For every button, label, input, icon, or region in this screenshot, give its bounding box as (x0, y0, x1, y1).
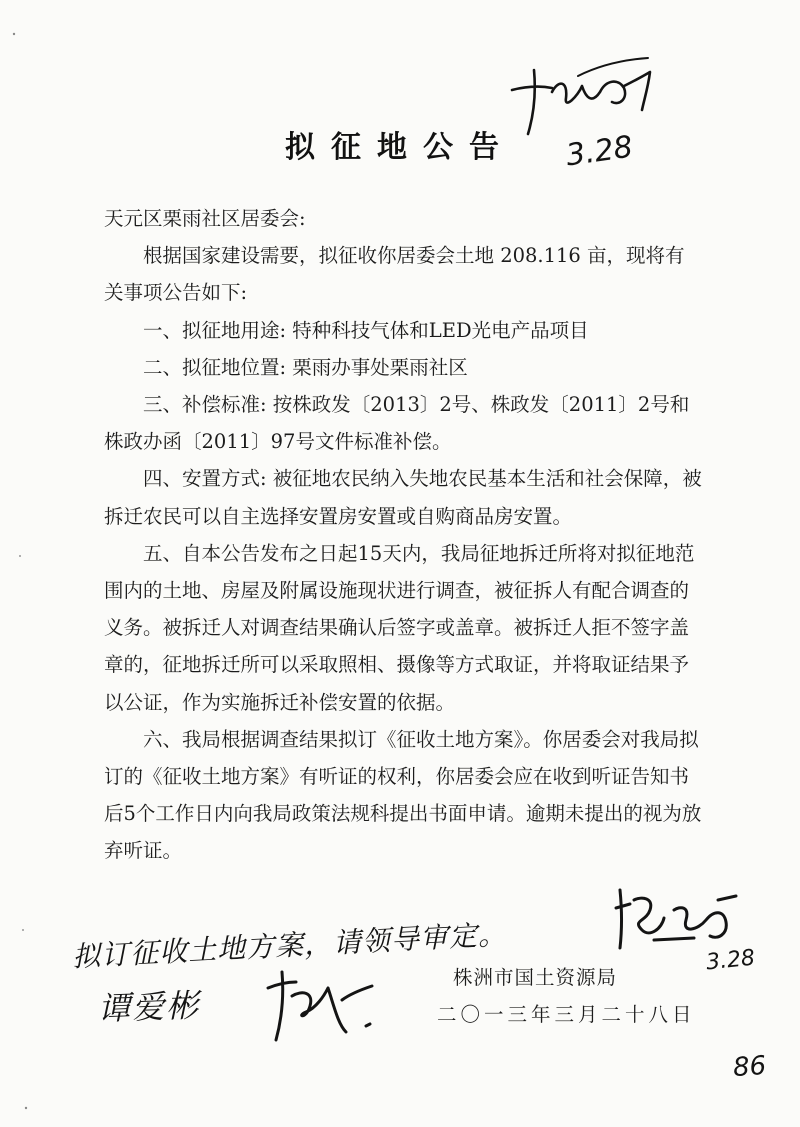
scan-speck (19, 555, 21, 557)
scan-speck (22, 929, 24, 931)
issue-date: 二〇一三年三月二十八日 (437, 1003, 696, 1026)
addressee: 天元区栗雨社区居委会: (104, 207, 306, 230)
scan-speck (13, 33, 15, 35)
paragraph-intro: 根据国家建设需要，拟征收你居委会土地 208.116 亩，现将有关事项公告如下: (104, 244, 685, 305)
document-title: 拟征地公告 (285, 130, 515, 165)
paragraph-hearing: 六、我局根据调查结果拟订《征收土地方案》。你居委会对我局拟订的《征收土地方案》有听证的权利，你居委会应在收到听证告知书后5个工作日内向我局政策法规科提出书面申请。逾期未提出的视为放弃听证。 (104, 727, 702, 863)
handwritten-page-number: 86 (731, 1050, 768, 1084)
issuer-name: 株洲市国土资源局 (453, 966, 618, 989)
paragraph-compensation: 三、补偿标准: 按株政发〔2013〕2号、株政发〔2011〕2号和株政办函〔2011〕97号文件标准补偿。 (104, 393, 690, 454)
paragraph-resettlement: 四、安置方式: 被征地农民纳入失地农民基本生活和社会保障，被拆迁农民可以自主选择安置房安置或自购商品房安置。 (104, 467, 702, 528)
handwritten-date-top: 3.28 (563, 129, 635, 174)
handwritten-name: 谭爱彬 (97, 986, 201, 1028)
paragraph-survey: 五、自本公告发布之日起15天内，我局征地拆迁所将对拟征地范围内的土地、房屋及附属设施现状进行调查，被征拆人有配合调查的义务。被拆迁人对调查结果确认后签字或盖章。被拆迁人拒不签字盖章的，征地拆迁所可以采取照相、摄像等方式取证，并将取证结果予以公证，作为实施拆迁补偿安置的依据。 (104, 541, 695, 714)
scan-speck (25, 1107, 27, 1109)
handwritten-note: 拟订征收土地方案，请领导审定。 (71, 917, 508, 974)
handwritten-date-right: 3.28 (704, 945, 757, 976)
paragraph-location: 二、拟征地位置: 栗雨办事处栗雨社区 (143, 355, 468, 379)
paragraph-purpose: 一、拟征地用途: 特种科技气体和LED光电产品项目 (143, 318, 589, 342)
